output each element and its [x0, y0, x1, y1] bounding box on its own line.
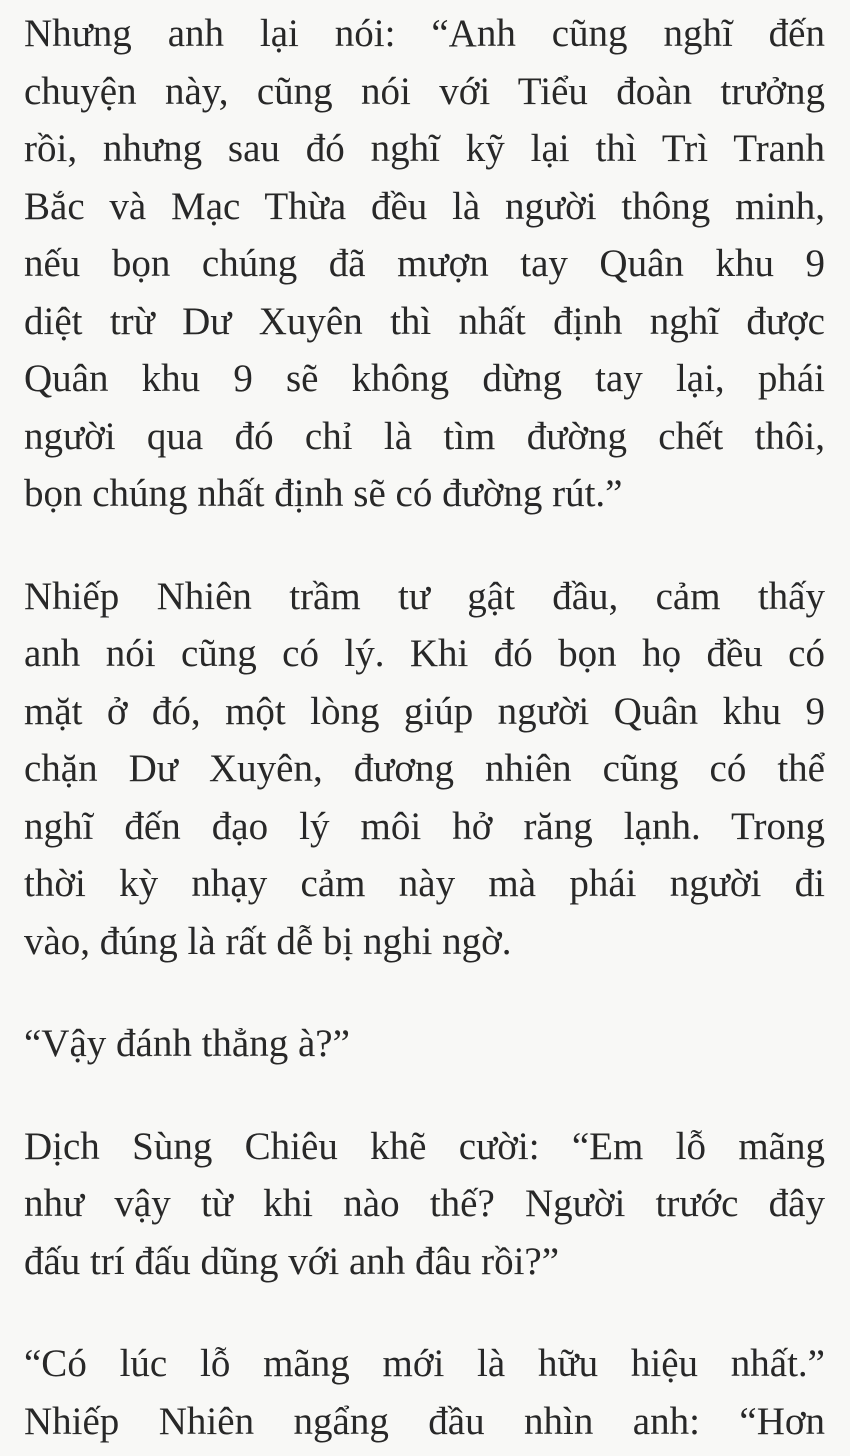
text-line: mặt ở đó, một lòng giúp người Quân khu 9: [24, 689, 825, 733]
text-line: Nhiếp Nhiên ngẩng đầu nhìn anh: “Hơn: [24, 1399, 825, 1443]
paragraph: [24, 1118, 825, 1291]
text-line: “Có lúc lỗ mãng mới là hữu hiệu nhất.”: [24, 1342, 825, 1385]
text-line: diệt trừ Dư Xuyên thì nhất định nghĩ được: [24, 299, 825, 343]
text-line: đấu trí đấu dũng với anh đâu rồi?”: [24, 1239, 560, 1283]
text-line: thời kỳ nhạy cảm này mà phái người đi: [24, 862, 825, 905]
text-line: Nhưng anh lại nói: “Anh cũng nghĩ đến: [24, 12, 825, 55]
paragraph: [24, 568, 825, 971]
text-line: Nhiếp Nhiên trầm tư gật đầu, cảm thấy: [24, 574, 825, 618]
text-line: rồi, nhưng sau đó nghĩ kỹ lại thì Trì Tranh: [24, 127, 825, 170]
text-line: Quân khu 9 sẽ không dừng tay lại, phái: [24, 357, 825, 400]
text-line: bọn chúng nhất định sẽ có đường rút.”: [24, 472, 623, 515]
text-line: chuyện này, cũng nói với Tiểu đoàn trưởng: [24, 69, 825, 113]
paragraph: [24, 1015, 825, 1073]
text-line: anh nói cũng có lý. Khi đó bọn họ đều có: [24, 632, 825, 675]
text-line: chặn Dư Xuyên, đương nhiên cũng có thể: [24, 747, 825, 790]
text-line: vào, đúng là rất dễ bị nghi ngờ.: [24, 919, 512, 963]
text-line: Dịch Sùng Chiêu khẽ cười: “Em lỗ mãng: [24, 1124, 825, 1168]
paragraph: [24, 5, 825, 523]
text-line: người qua đó chỉ là tìm đường chết thôi,: [24, 414, 825, 458]
paragraph: [24, 1335, 825, 1450]
text-line: nếu bọn chúng đã mượn tay Quân khu 9: [24, 242, 825, 285]
text-line: Bắc và Mạc Thừa đều là người thông minh,: [24, 184, 825, 228]
text-line: như vậy từ khi nào thế? Người trước đây: [24, 1182, 825, 1225]
text-line: nghĩ đến đạo lý môi hở răng lạnh. Trong: [24, 804, 825, 848]
text-line: “Vậy đánh thẳng à?”: [24, 1022, 350, 1065]
